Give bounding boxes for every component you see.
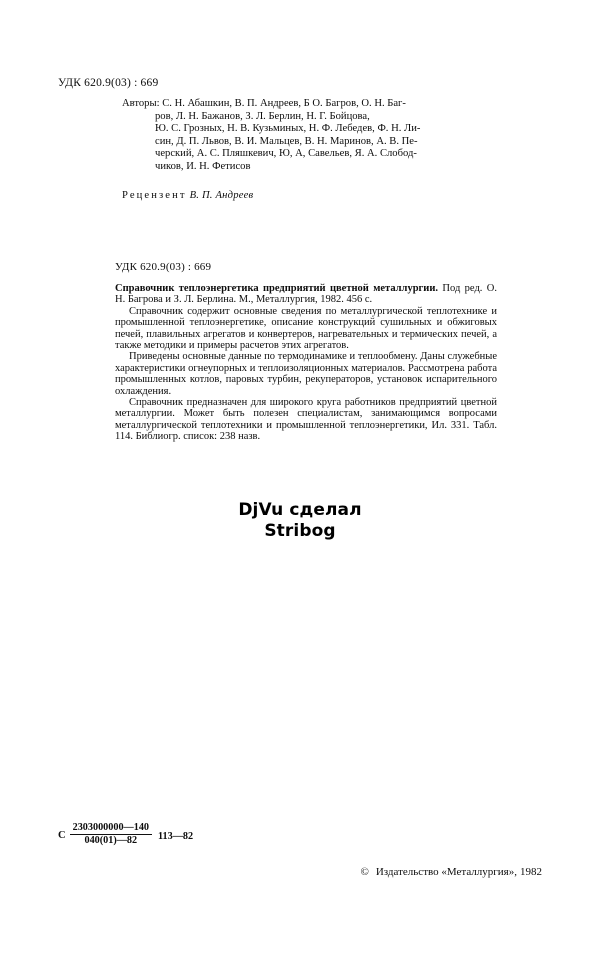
- authors-line: [122, 98, 523, 111]
- code-denominator: 040(01)—82: [84, 835, 138, 846]
- watermark-line-1: DjVu сделал: [238, 500, 362, 520]
- copyright-year: 1982: [520, 866, 542, 878]
- copyright-line: [0, 866, 600, 878]
- authors-line: син, Д. П. Львов, В. И. Мальцев, В. Н. Маринов, А. В. Пе-: [155, 135, 418, 147]
- reviewer-label: Рецензент: [122, 190, 187, 201]
- code-fraction: [70, 822, 152, 847]
- djvu-watermark: [0, 500, 600, 542]
- book-imprint: Под ред. О. Н. Багрова и З. Л. Берлина. М., Металлургия, 1982. 456 с.: [115, 283, 497, 306]
- annotation-bibliographic-record: [115, 283, 497, 306]
- authors-line: чиков, И. Н. Фетисов: [155, 160, 251, 172]
- udc-code-top: УДК 620.9(03) : 669: [58, 77, 159, 89]
- code-tail: 113—82: [158, 830, 194, 842]
- watermark-line-2: Stribog: [264, 521, 336, 541]
- code-sigil: С: [58, 830, 66, 841]
- udc-code-second: УДК 620.9(03) : 669: [115, 261, 212, 273]
- reviewer-name: В. П. Андреев: [189, 190, 254, 201]
- annotation-paragraph: Приведены основные данные по термодинамике и теплообмену. Даны служебные характеристики огнеупорных и теплоизоляционных материалов. Рассмотрена работа промышленных котлов, паровых турбин, рекуператоров, установок испарительного охлаждения.: [115, 351, 497, 397]
- book-title: Справочник теплоэнергетика предприятий цветной металлургии.: [115, 283, 439, 294]
- authors-line: черский, А. С. Пляшкевич, Ю, А, Савельев, Я. А. Слобод-: [155, 148, 417, 160]
- authors-label: Авторы:: [122, 98, 160, 109]
- publisher-name: Издательство «Металлургия»,: [375, 866, 517, 878]
- publisher-code-block: [58, 822, 193, 847]
- code-numerator: 2303000000—140: [70, 822, 152, 835]
- authors-block: [122, 98, 523, 174]
- authors-line: Ю. С. Грозных, Н. В. Кузьминых, Н. Ф. Лебедев, Ф. Н. Ли-: [155, 123, 421, 135]
- copyright-icon: ©: [360, 866, 369, 878]
- reviewer-line: [122, 190, 253, 201]
- annotation-paragraph: Справочник предназначен для широкого круга работников предприятий цветной металлургии. Может быть полезен специалистам, занимающимся вопросами металлургической теплотехники и промышленной теплоэнергетики, Ил. 331. Табл. 114. Библиогр. список: 238 назв.: [115, 397, 497, 443]
- annotation-block: [115, 283, 497, 443]
- authors-line: ров, Л. Н. Бажанов, З. Л. Берлин, Н. Г. Бойцова,: [155, 110, 370, 122]
- authors-line-text: С. Н. Абашкин, В. П. Андреев, Б О. Багров, О. Н. Баг-: [162, 98, 406, 109]
- annotation-paragraph: Справочник содержит основные сведения по металлургической теплотехнике и промышленной теплоэнергетике, описание конструкций сушильных и обжиговых печей, плавильных агрегатов и конвертеров, нагревательных и термических печей, а также методики и примеры расчетов этих агрегатов.: [115, 305, 497, 352]
